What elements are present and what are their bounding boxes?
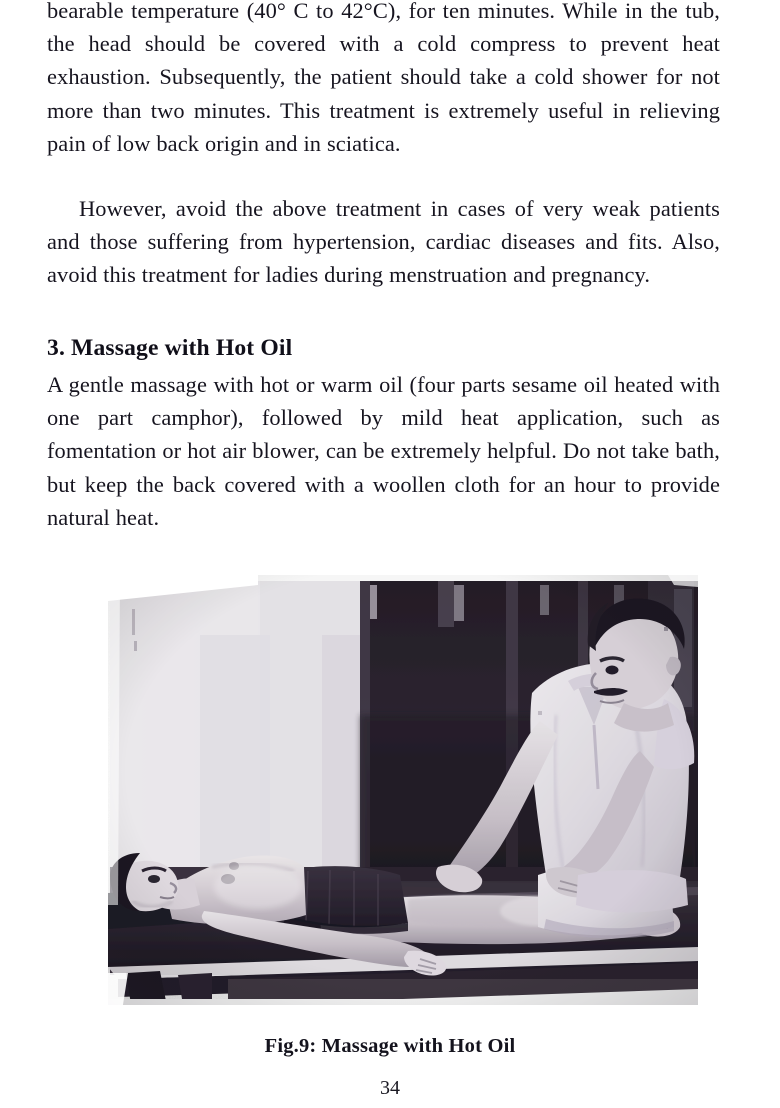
figure-9 (108, 575, 698, 1057)
paragraph-cautions: However, avoid the above treatment in cases of very weak patients and those suffering from hypertension, cardiac diseases and fits. Also, avoid this treatment for ladies during menstruation and pregnancy. (47, 196, 720, 288)
massage-photograph (108, 575, 698, 1011)
massage-photograph-image (108, 575, 698, 1011)
figure-caption: Fig.9: Massage with Hot Oil (264, 1035, 516, 1057)
paragraph-continuation: bearable temperature (40° C to 42°C), for ten minutes. While in the tub, the head should be covered with a cold compress to prevent heat exhaustion. Subsequently, the patient should take a cold shower for not more than two minutes. This treatment is extremely useful in relieving pain of low back origin and in sciatica. (47, 0, 720, 156)
section-heading-massage-with-hot-oil: 3. Massage with Hot Oil (47, 335, 293, 361)
page-number: 34 (380, 1077, 400, 1099)
paragraph-massage-description: A gentle massage with hot or warm oil (four parts sesame oil heated with one part camphor), followed by mild heat application, such as fomentation or hot air blower, can be extremely helpful. Do not take bath, but keep the back covered with a woollen cloth for an hour to provide natural heat. (47, 372, 720, 530)
